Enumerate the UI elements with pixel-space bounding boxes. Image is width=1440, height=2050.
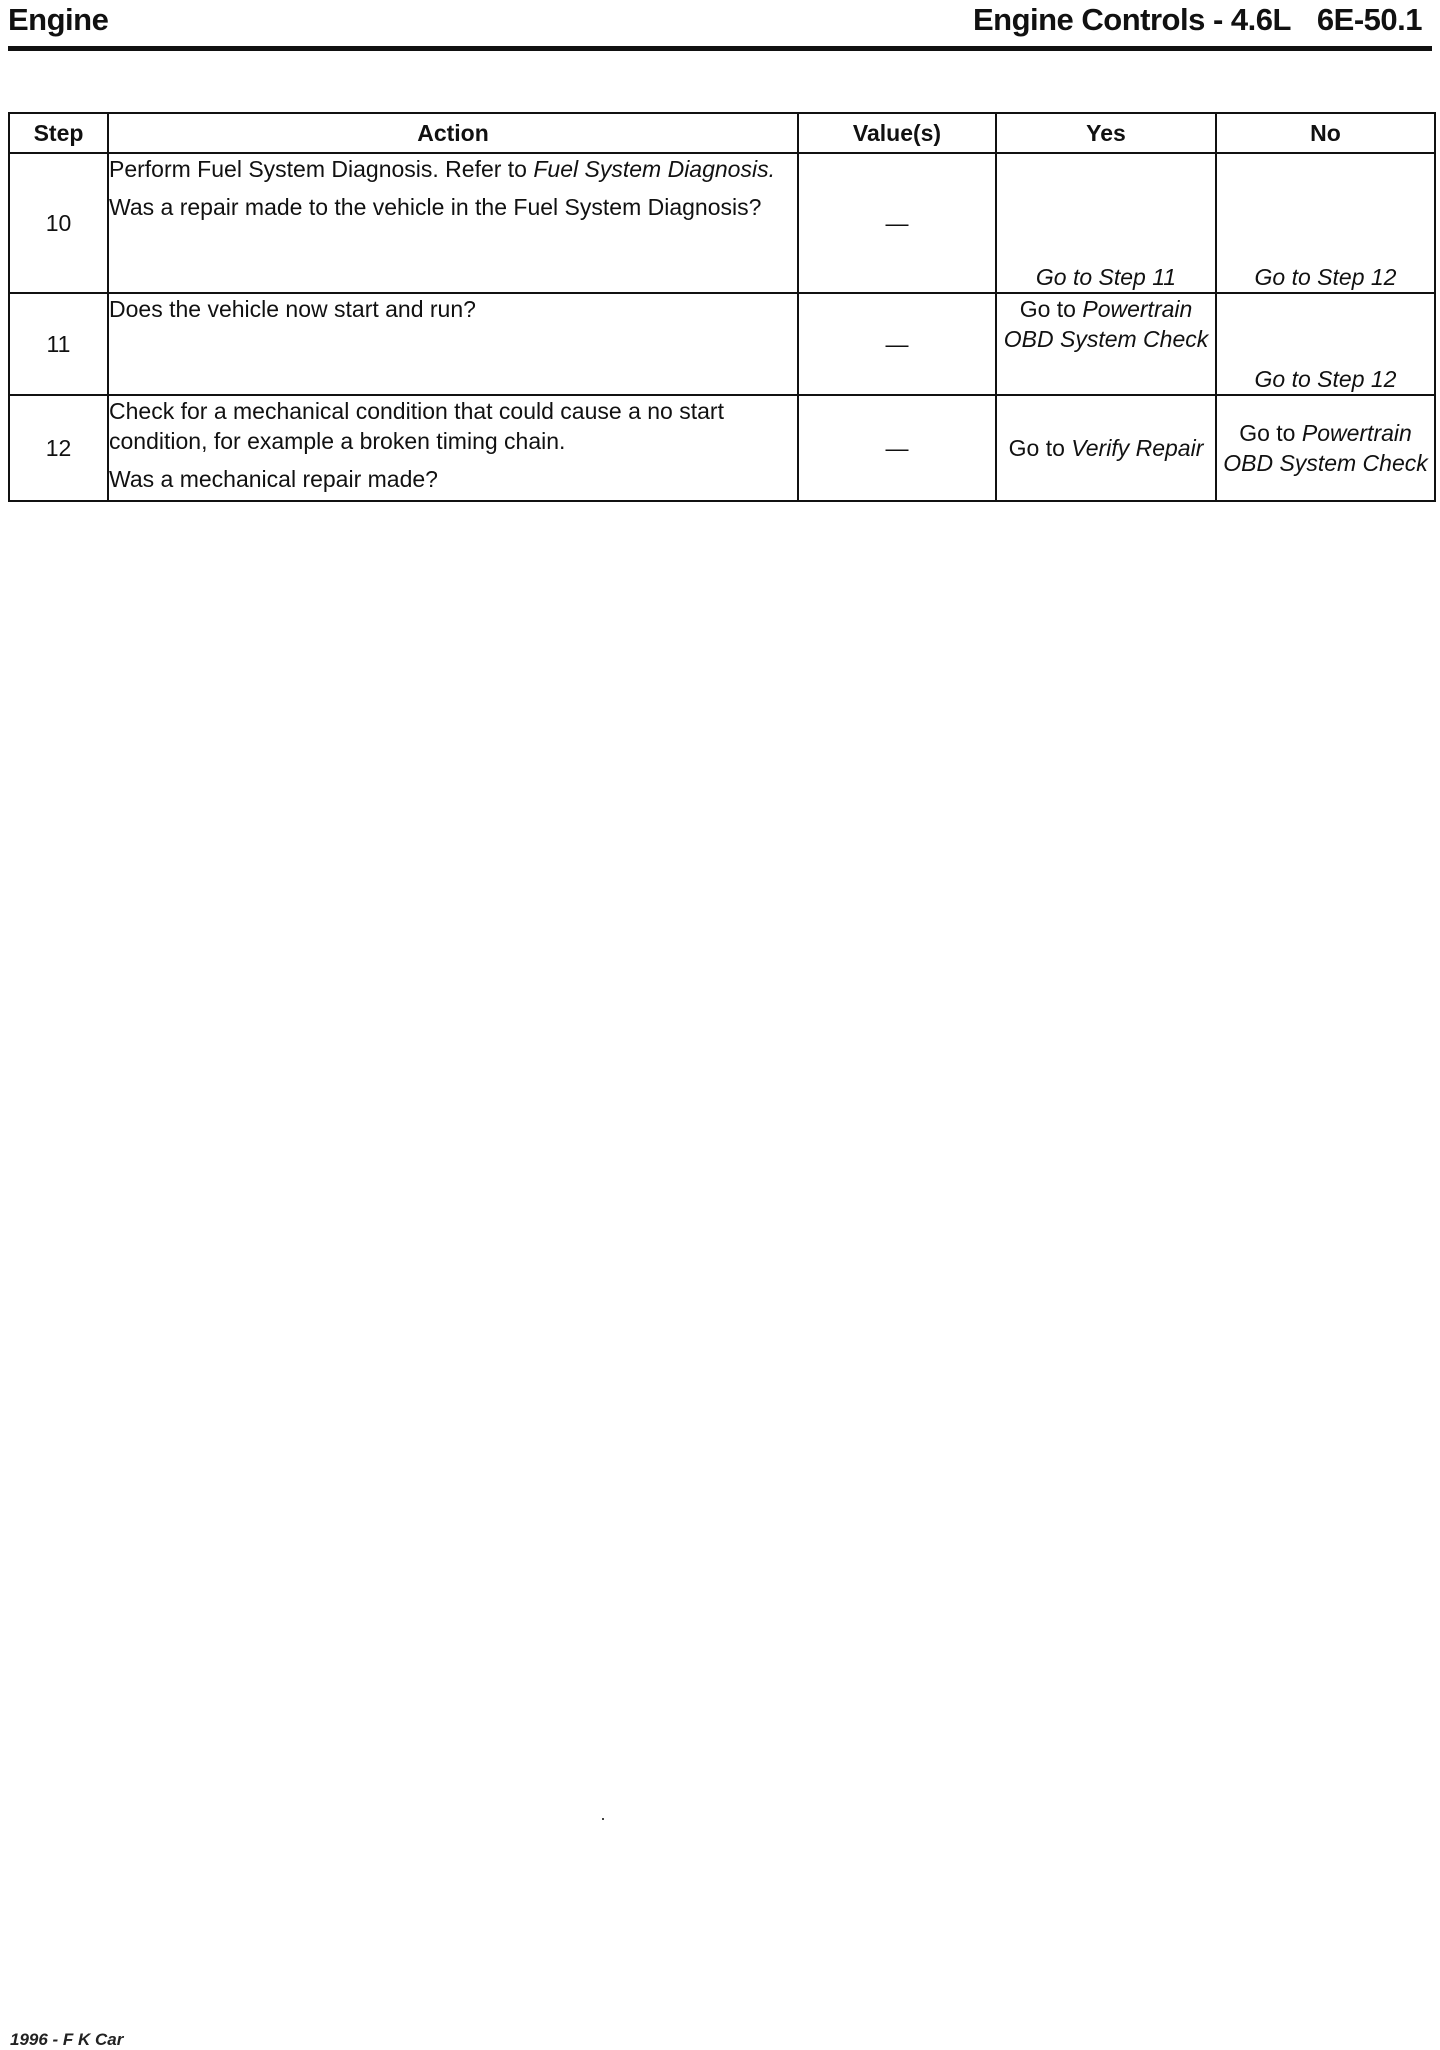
page-number: 6E-50.1 <box>1316 2 1422 37</box>
yes-link-prefix: Go to <box>1008 435 1072 461</box>
no-link-prefix: Go to <box>1239 420 1302 446</box>
action-question: Was a repair made to the vehicle in the Fuel System Diagnosis? <box>109 194 762 220</box>
no-link-go-to-step-12[interactable]: Go to Step 12 <box>1254 264 1397 290</box>
action-cell <box>108 293 798 395</box>
table-row <box>9 293 1435 395</box>
no-cell <box>1216 153 1435 293</box>
yes-link-go-to-step-11[interactable]: Go to Step 11 <box>1035 264 1177 290</box>
table-header-row <box>9 113 1435 153</box>
step-number: 11 <box>9 293 108 395</box>
column-header-no: No <box>1216 113 1435 153</box>
reference-link-fuel-system-diagnosis[interactable]: Fuel System Diagnosis. <box>533 156 775 182</box>
yes-link-powertrain-obd-system-check[interactable]: Powertrain OBD System Check <box>1003 296 1209 352</box>
no-link-go-to-step-12[interactable]: Go to Step 12 <box>1254 366 1397 392</box>
action-instruction <box>109 154 797 184</box>
action-cell <box>108 153 798 293</box>
table-row <box>9 395 1435 501</box>
value-cell: — <box>798 293 996 395</box>
yes-link-prefix: Go to <box>1019 296 1083 322</box>
column-header-step: Step <box>9 113 108 153</box>
value-cell: — <box>798 395 996 501</box>
yes-cell <box>996 153 1216 293</box>
table-row <box>9 153 1435 293</box>
scan-speck <box>602 1818 604 1820</box>
diagnostic-table <box>8 112 1436 502</box>
header-right <box>973 2 1422 38</box>
no-cell <box>1216 293 1435 395</box>
step-number: 12 <box>9 395 108 501</box>
action-question: Was a mechanical repair made? <box>109 466 438 492</box>
chapter-title: Engine Controls - 4.6L <box>972 2 1291 37</box>
section-title: Engine <box>8 2 109 37</box>
no-link-powertrain-obd-system-check[interactable]: Powertrain OBD System Check <box>1223 420 1428 476</box>
action-cell <box>108 395 798 501</box>
value-cell: — <box>798 153 996 293</box>
yes-cell <box>996 293 1216 395</box>
action-question: Does the vehicle now start and run? <box>109 296 476 322</box>
no-cell <box>1216 395 1435 501</box>
yes-link-verify-repair[interactable]: Verify Repair <box>1071 435 1204 461</box>
column-header-action: Action <box>108 113 798 153</box>
page-header <box>8 0 1432 51</box>
page-footer: 1996 - F K Car <box>10 2030 124 2049</box>
action-instruction: Check for a mechanical condition that could cause a no start condition, for example a broken timing chain. <box>109 398 724 454</box>
step-number: 10 <box>9 153 108 293</box>
column-header-values: Value(s) <box>798 113 996 153</box>
column-header-yes: Yes <box>996 113 1216 153</box>
yes-cell <box>996 395 1216 501</box>
action-instruction-text: Perform Fuel System Diagnosis. Refer to <box>109 156 534 182</box>
